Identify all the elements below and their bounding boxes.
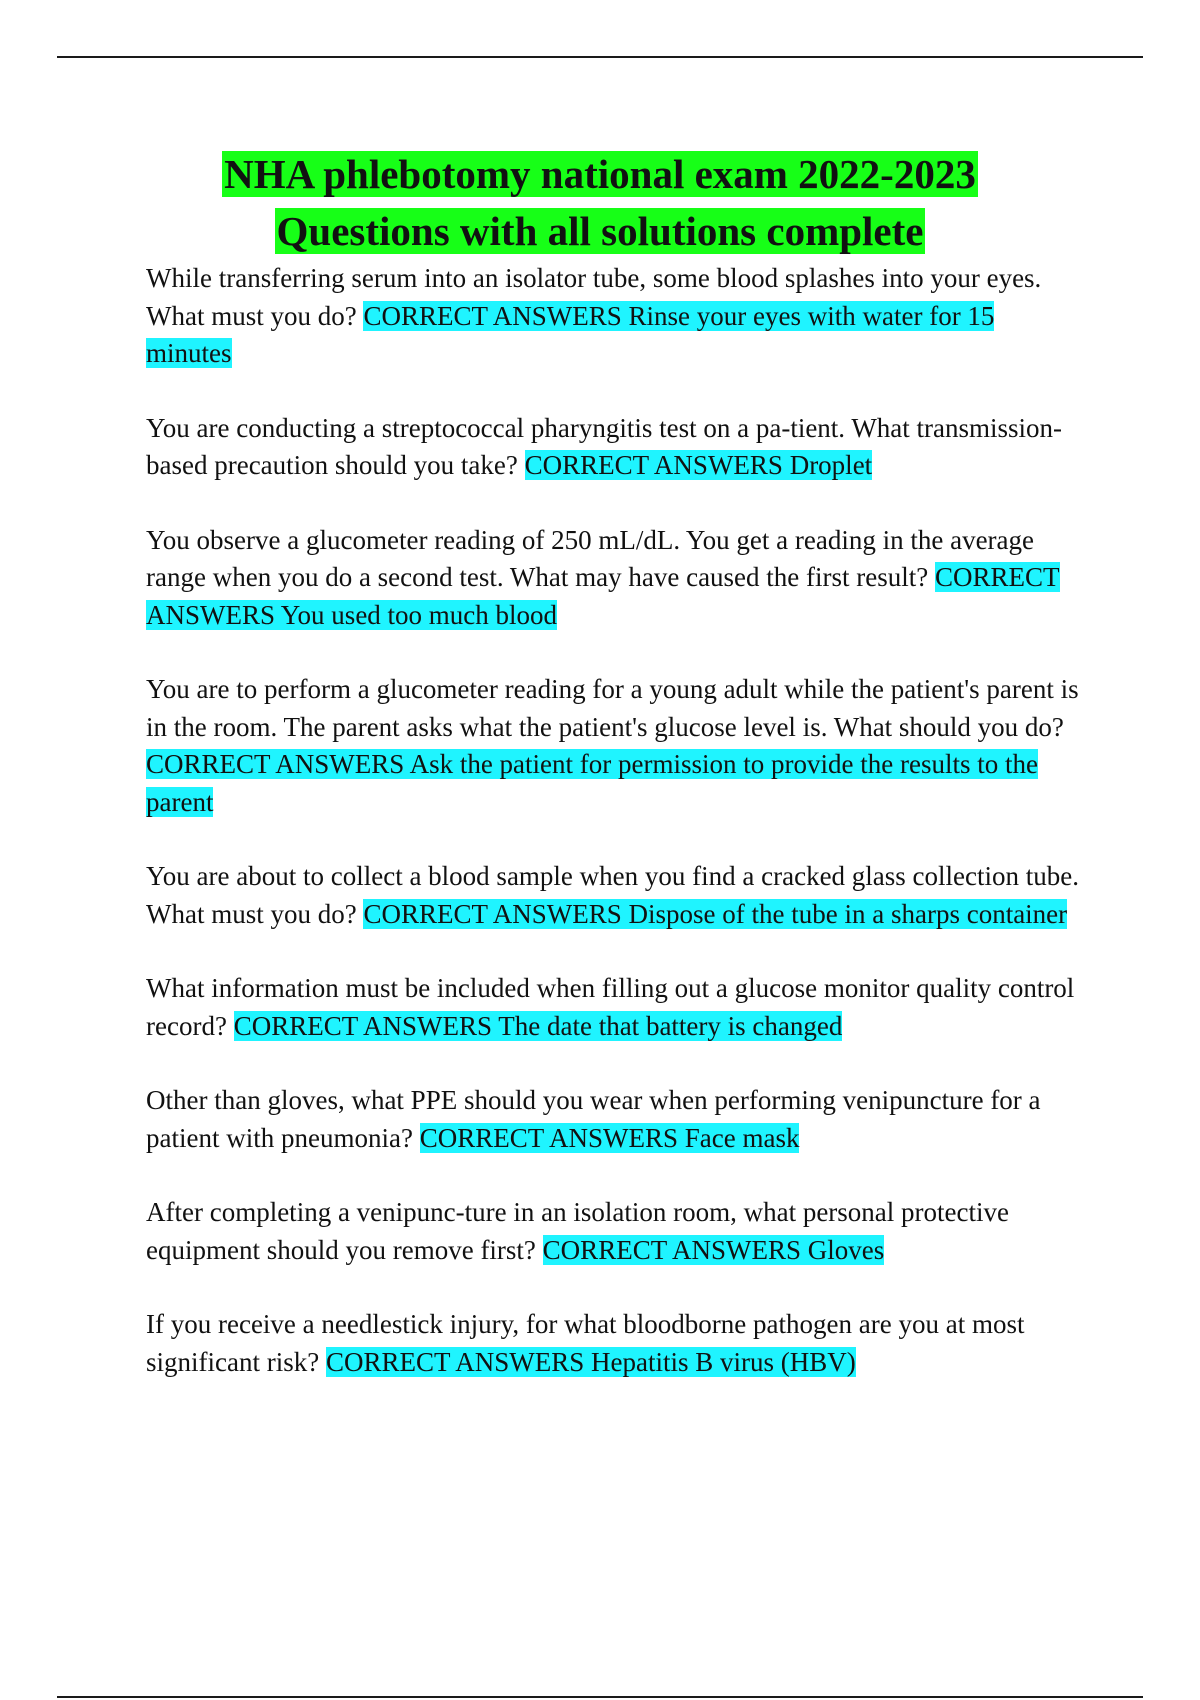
question-text: You are to perform a glucometer reading for a young adult while the patient's parent is in the room. The parent asks what the patient's glucose level is. What should you do?	[146, 674, 1079, 742]
answer-text: CORRECT ANSWERS Ask the patient for permission to provide the results to the parent	[146, 749, 1038, 817]
question-text: What information must be included when filling out a glucose monitor quality control record?	[146, 973, 1075, 1041]
question-text: You observe a glucometer reading of 250 mL/dL. You get a reading in the average range when you do a second test. What may have caused the first result?	[146, 524, 1035, 592]
top-rule	[57, 56, 1143, 58]
answer-text: CORRECT ANSWERS Rinse your eyes with water for 15 minutes	[146, 300, 995, 368]
answer-text: CORRECT ANSWERS You used too much blood	[146, 562, 1060, 630]
qa-item	[146, 1194, 1086, 1269]
answer-text: CORRECT ANSWERS The date that battery is changed	[233, 1010, 843, 1041]
answer-text: CORRECT ANSWERS Droplet	[524, 450, 873, 480]
qa-item	[146, 522, 1086, 635]
qa-item	[146, 858, 1086, 933]
question-text: While transferring serum into an isolator tube, some blood splashes into your eyes. What must you do?	[146, 263, 1042, 331]
title-line-1: NHA phlebotomy national exam 2022-2023	[224, 151, 976, 197]
question-text: If you receive a needlestick injury, for what bloodborne pathogen are you at most significant risk?	[146, 1309, 1025, 1377]
qa-item	[146, 1082, 1086, 1157]
answer-text: CORRECT ANSWERS Dispose of the tube in a sharps container	[363, 898, 1068, 929]
qa-item	[146, 1306, 1086, 1381]
answer-text: CORRECT ANSWERS Face mask	[419, 1122, 800, 1153]
document-title	[60, 146, 1140, 260]
answer-text: CORRECT ANSWERS Hepatitis B virus (HBV)	[325, 1346, 856, 1377]
bottom-rule	[57, 1696, 1143, 1698]
qa-item	[146, 410, 1086, 485]
title-line-2: Questions with all solutions complete	[276, 208, 924, 254]
qa-item	[146, 671, 1086, 821]
qa-item	[146, 970, 1086, 1045]
question-text: After completing a venipunc-ture in an isolation room, what personal protective equipment should you remove first?	[146, 1197, 1009, 1265]
question-text: Other than gloves, what PPE should you wear when performing venipuncture for a patient with pneumonia?	[146, 1085, 1041, 1153]
question-text: You are conducting a streptococcal pharyngitis test on a pa-tient. What transmission-based precaution should you take?	[146, 412, 1063, 480]
qa-list	[146, 260, 1086, 1418]
answer-text: CORRECT ANSWERS Gloves	[542, 1234, 885, 1265]
qa-item	[146, 260, 1086, 373]
question-text: You are about to collect a blood sample when you find a cracked glass collection tube. What must you do?	[146, 861, 1079, 929]
